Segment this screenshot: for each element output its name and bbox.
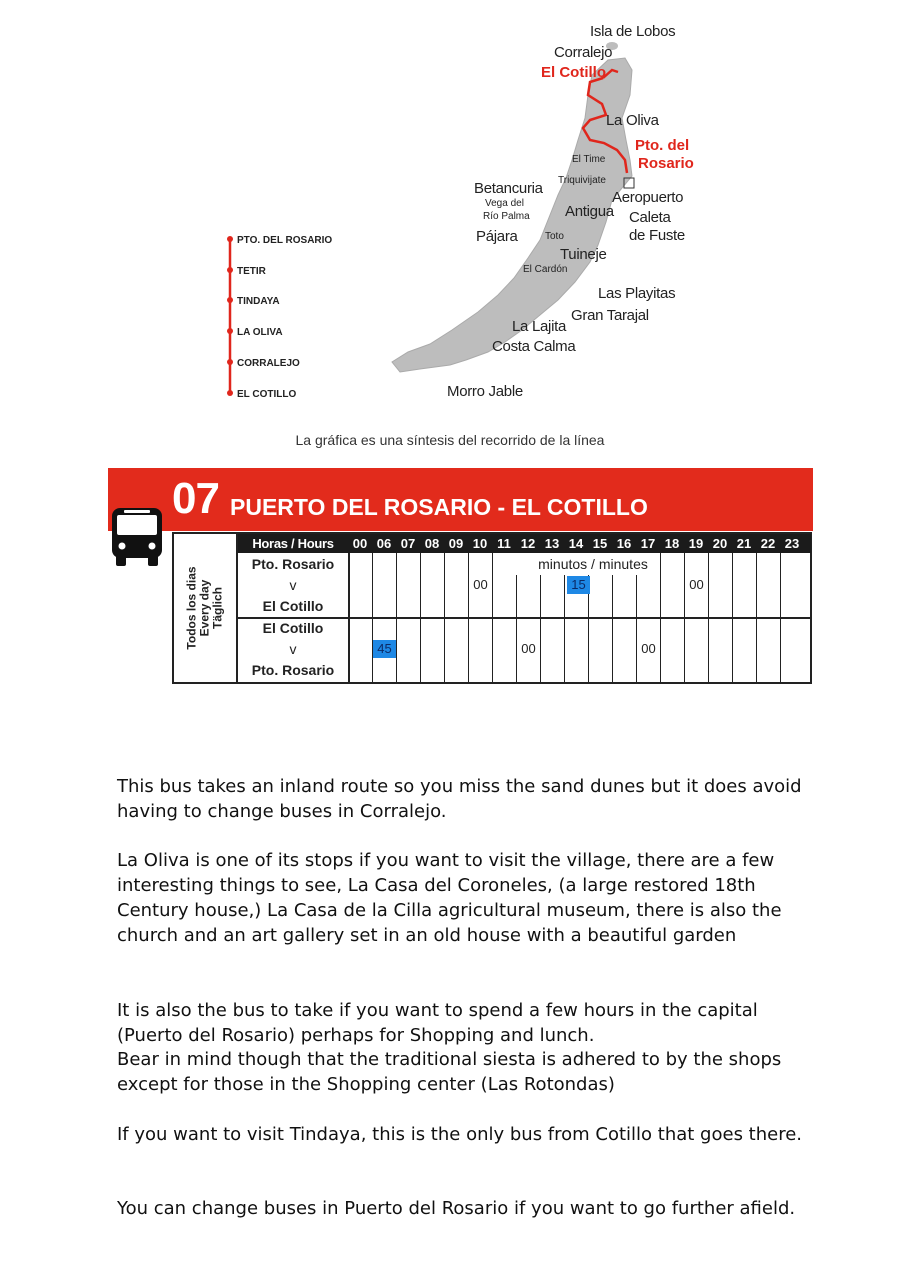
direction-to: El Cotillo — [262, 598, 324, 614]
hour-header: 22 — [760, 536, 776, 551]
days-line: Täglich — [210, 587, 225, 630]
hour-header: 06 — [376, 536, 392, 551]
direction-2-label — [239, 618, 347, 681]
map-label-isla-de-lobos: Isla de Lobos — [590, 23, 676, 40]
map-label-rosario: Rosario — [638, 155, 694, 172]
map-label-pajara: Pájara — [476, 228, 518, 245]
paragraph-siesta: Bear in mind though that the traditional siesta is adhered to by the shops except for those in the Shopping center (Las Rotondas) — [117, 1049, 782, 1095]
hour-header: 14 — [568, 536, 584, 551]
minutes-label: minutos / minutes — [538, 556, 648, 572]
map-label-toto: Toto — [545, 231, 564, 242]
grid-line — [540, 575, 541, 683]
map-label-rio-palma: Río Palma — [483, 211, 530, 222]
map-label-triquivijate: Triquivijate — [558, 175, 606, 186]
hour-header: 13 — [544, 536, 560, 551]
hour-header: 16 — [616, 536, 632, 551]
map-label-vega-del: Vega del — [485, 198, 524, 209]
departure-time: 00 — [641, 641, 656, 656]
direction-via: v — [289, 577, 297, 593]
line-title: PUERTO DEL ROSARIO - EL COTILLO — [230, 494, 648, 520]
grid-line — [516, 575, 517, 683]
hour-header: 19 — [688, 536, 704, 551]
bus-icon — [110, 506, 164, 568]
direction-to: Pto. Rosario — [251, 662, 335, 678]
map-label-morro-jable: Morro Jable — [447, 383, 523, 400]
map-label-el-time: El Time — [572, 154, 606, 165]
days-line: Every day — [197, 579, 212, 637]
hour-header: 23 — [784, 536, 800, 551]
grid-line — [612, 575, 613, 683]
grid-line — [564, 575, 565, 683]
map-label-la-lajita: La Lajita — [512, 318, 567, 335]
route-legend-stop: CORRALEJO — [237, 358, 300, 369]
hour-header: 00 — [352, 536, 368, 551]
hour-header: 15 — [592, 536, 608, 551]
map-label-el-cardon: El Cardón — [523, 264, 568, 275]
map-label-aeropuerto: Aeropuerto — [612, 189, 684, 206]
route-legend-stop: EL COTILLO — [237, 389, 297, 400]
departure-time: 00 — [689, 577, 704, 592]
map-label-costa-calma: Costa Calma — [492, 338, 576, 355]
hour-header: 17 — [640, 536, 656, 551]
timetable-days-label — [186, 566, 225, 649]
line-number: 07 — [172, 474, 219, 523]
departure-time: 00 — [473, 577, 488, 592]
hour-header: 11 — [497, 536, 511, 551]
map-caption: La gráfica es una síntesis del recorrido de la línea — [295, 432, 605, 448]
timetable-header-label: Horas / Hours — [252, 536, 334, 551]
route-legend-stop: PTO. DEL ROSARIO — [237, 235, 333, 246]
departure-time-highlighted: 45 — [373, 640, 396, 658]
route-legend-stop: TETIR — [237, 266, 266, 277]
paragraph-tindaya: If you want to visit Tindaya, this is the only bus from Cotillo that goes there. — [117, 1124, 803, 1145]
paragraph-inland-route: This bus takes an inland route so you miss the sand dunes but it does avoid having to change buses in Corralejo. — [117, 776, 802, 822]
hour-header: 20 — [712, 536, 728, 551]
grid-line — [636, 575, 637, 683]
map-label-caleta: Caleta — [629, 209, 671, 226]
map-label-gran-tarajal: Gran Tarajal — [571, 307, 649, 324]
direction-from: Pto. Rosario — [251, 556, 335, 572]
route-legend-stop: LA OLIVA — [237, 327, 283, 338]
days-line: Todos los dias — [184, 566, 199, 650]
paragraph-change-buses: You can change buses in Puerto del Rosario if you want to go further afield. — [117, 1198, 796, 1219]
paragraph-capital: It is also the bus to take if you want to spend a few hours in the capital (Puerto del Rosario) perhaps for Shopping and lunch. — [117, 1000, 758, 1046]
map-label-antigua: Antigua — [565, 203, 614, 220]
map-label-corralejo: Corralejo — [554, 44, 613, 61]
paragraph-la-oliva: La Oliva is one of its stops if you want to visit the village, there are a few interesting things to see, La Casa del Coroneles, (a large restored 18th Century house,) La Casa de la Cilla agricultural museum, there is also the church and an art gallery set in an old house with a beautiful garden — [117, 850, 782, 946]
map-label-de-fuste: de Fuste — [629, 227, 685, 244]
map-label-tuineje: Tuineje — [560, 246, 607, 263]
departure-time: 00 — [521, 641, 536, 656]
departure-time-highlighted: 15 — [567, 576, 590, 594]
map-label-pto-del: Pto. del — [635, 137, 690, 154]
hour-header: 08 — [424, 536, 440, 551]
route-map — [0, 0, 900, 460]
route-legend-stop: TINDAYA — [237, 296, 280, 307]
hour-header: 07 — [400, 536, 416, 551]
hour-header: 21 — [736, 536, 752, 551]
map-label-las-playitas: Las Playitas — [598, 285, 676, 302]
direction-from: El Cotillo — [262, 620, 324, 636]
direction-via: v — [289, 641, 297, 657]
map-label-el-cotillo: El Cotillo — [541, 64, 606, 81]
map-label-betancuria: Betancuria — [474, 180, 543, 197]
direction-1-label — [239, 554, 347, 617]
map-label-la-oliva: La Oliva — [606, 112, 659, 129]
hour-header: 12 — [520, 536, 536, 551]
hour-header: 18 — [664, 536, 680, 551]
hour-header: 10 — [472, 536, 488, 551]
hour-header: 09 — [448, 536, 464, 551]
